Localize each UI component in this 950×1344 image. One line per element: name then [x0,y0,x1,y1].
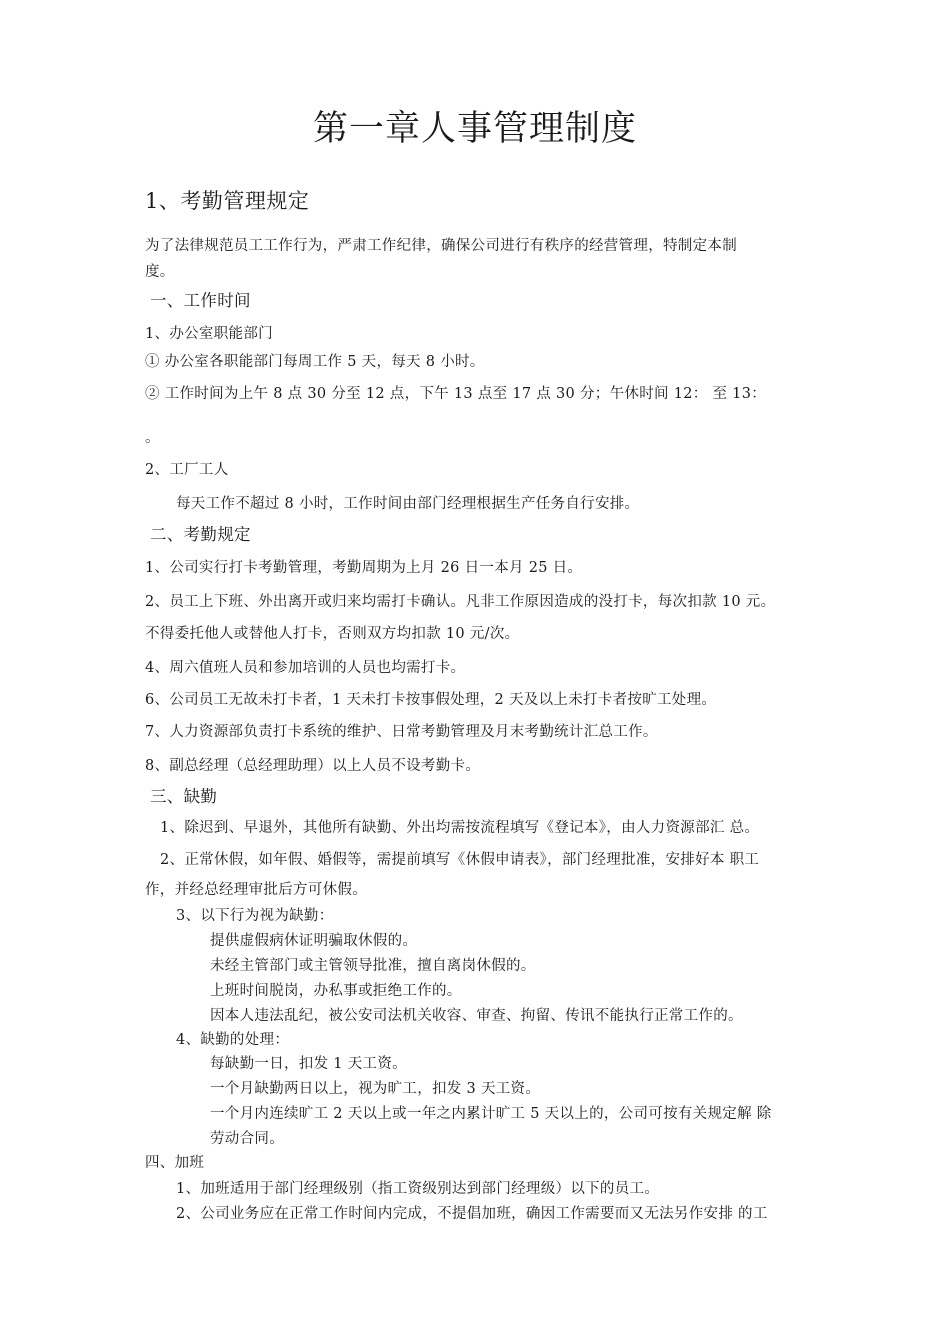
absence-subheading: 3、以下行为视为缺勤： [176,908,334,924]
office-item: ① 办公室各职能部门每周工作 5 天，每天 8 小时。 [145,354,485,370]
intro-paragraph-line: 为了法律规范员工工作行为，严肃工作纪律，确保公司进行有秩序的经营管理，特制定本制 [145,238,737,254]
part1-heading: 一、工作时间 [150,291,251,310]
part3-heading: 三、缺勤 [150,787,218,806]
attendance-rule: 1、公司实行打卡考勤管理，考勤周期为上月 26 日一本月 25 日。 [145,560,583,576]
section-heading: 1、考勤管理规定 [145,189,310,213]
absence-item: 作，并经总经理审批后方可休假。 [145,882,367,898]
office-dept-heading: 1、办公室职能部门 [145,326,273,342]
document-title: 第一章人事管理制度 [312,109,637,149]
absence-subitem: 每缺勤一日，扣发 1 天工资。 [210,1056,407,1072]
absence-subitem: 未经主管部门或主管领导批准，擅自离岗休假的。 [210,958,536,974]
absence-subheading: 4、缺勤的处理： [176,1032,290,1048]
absence-item: 1、除迟到、早退外，其他所有缺勤、外出均需按流程填写《登记本》，由人力资源部汇 总。 [160,820,760,836]
factory-text: 每天工作不超过 8 小时，工作时间由部门经理根据生产任务自行安排。 [176,496,640,512]
absence-subitem: 因本人违法乱纪，被公安司法机关收容、审查、拘留、传讯不能执行正常工作的。 [210,1008,743,1024]
absence-item: 2、正常休假，如年假、婚假等，需提前填写《休假申请表》，部门经理批准，安排好本 职工 [160,852,760,868]
attendance-rule: 不得委托他人或替他人打卡，否则双方均扣款 10 元/次。 [145,626,520,642]
attendance-rule: 4、周六值班人员和参加培训的人员也均需打卡。 [145,660,466,676]
attendance-rule: 6、公司员工无故未打卡者，1 天未打卡按事假处理，2 天及以上未打卡者按旷工处理。 [145,692,717,708]
attendance-rule: 2、员工上下班、外出离开或归来均需打卡确认。凡非工作原因造成的没打卡，每次扣款 10 元。 [145,594,776,610]
absence-subitem: 提供虚假病休证明骗取休假的。 [210,933,418,949]
attendance-rule: 7、人力资源部负责打卡系统的维护、日常考勤管理及月末考勤统计汇总工作。 [145,724,658,740]
overtime-item: 1、加班适用于部门经理级别（指工资级别达到部门经理级）以下的员工。 [176,1181,660,1197]
absence-subitem: 上班时间脱岗，办私事或拒绝工作的。 [210,983,462,999]
absence-subitem: 劳动合同。 [210,1131,284,1147]
absence-subitem: 一个月缺勤两日以上，视为旷工，扣发 3 天工资。 [210,1081,541,1097]
intro-paragraph-line: 度。 [145,264,175,280]
part4-heading: 四、加班 [145,1155,205,1171]
factory-heading: 2、工厂工人 [145,462,229,478]
attendance-rule: 8、副总经理（总经理助理）以上人员不设考勤卡。 [145,758,481,774]
office-item: ② 工作时间为上午 8 点 30 分至 12 点，下午 13 点至 17 点 30 分；午休时间 12： 至 13： [145,386,767,402]
absence-subitem: 一个月内连续旷工 2 天以上或一年之内累计旷工 5 天以上的，公司可按有关规定解 除 [210,1106,772,1122]
part2-heading: 二、考勤规定 [150,525,251,544]
overtime-item: 2、公司业务应在正常工作时间内完成，不提倡加班，确因工作需要而又无法另作安排 的工 [176,1206,768,1222]
stray-period: 。 [145,430,160,446]
